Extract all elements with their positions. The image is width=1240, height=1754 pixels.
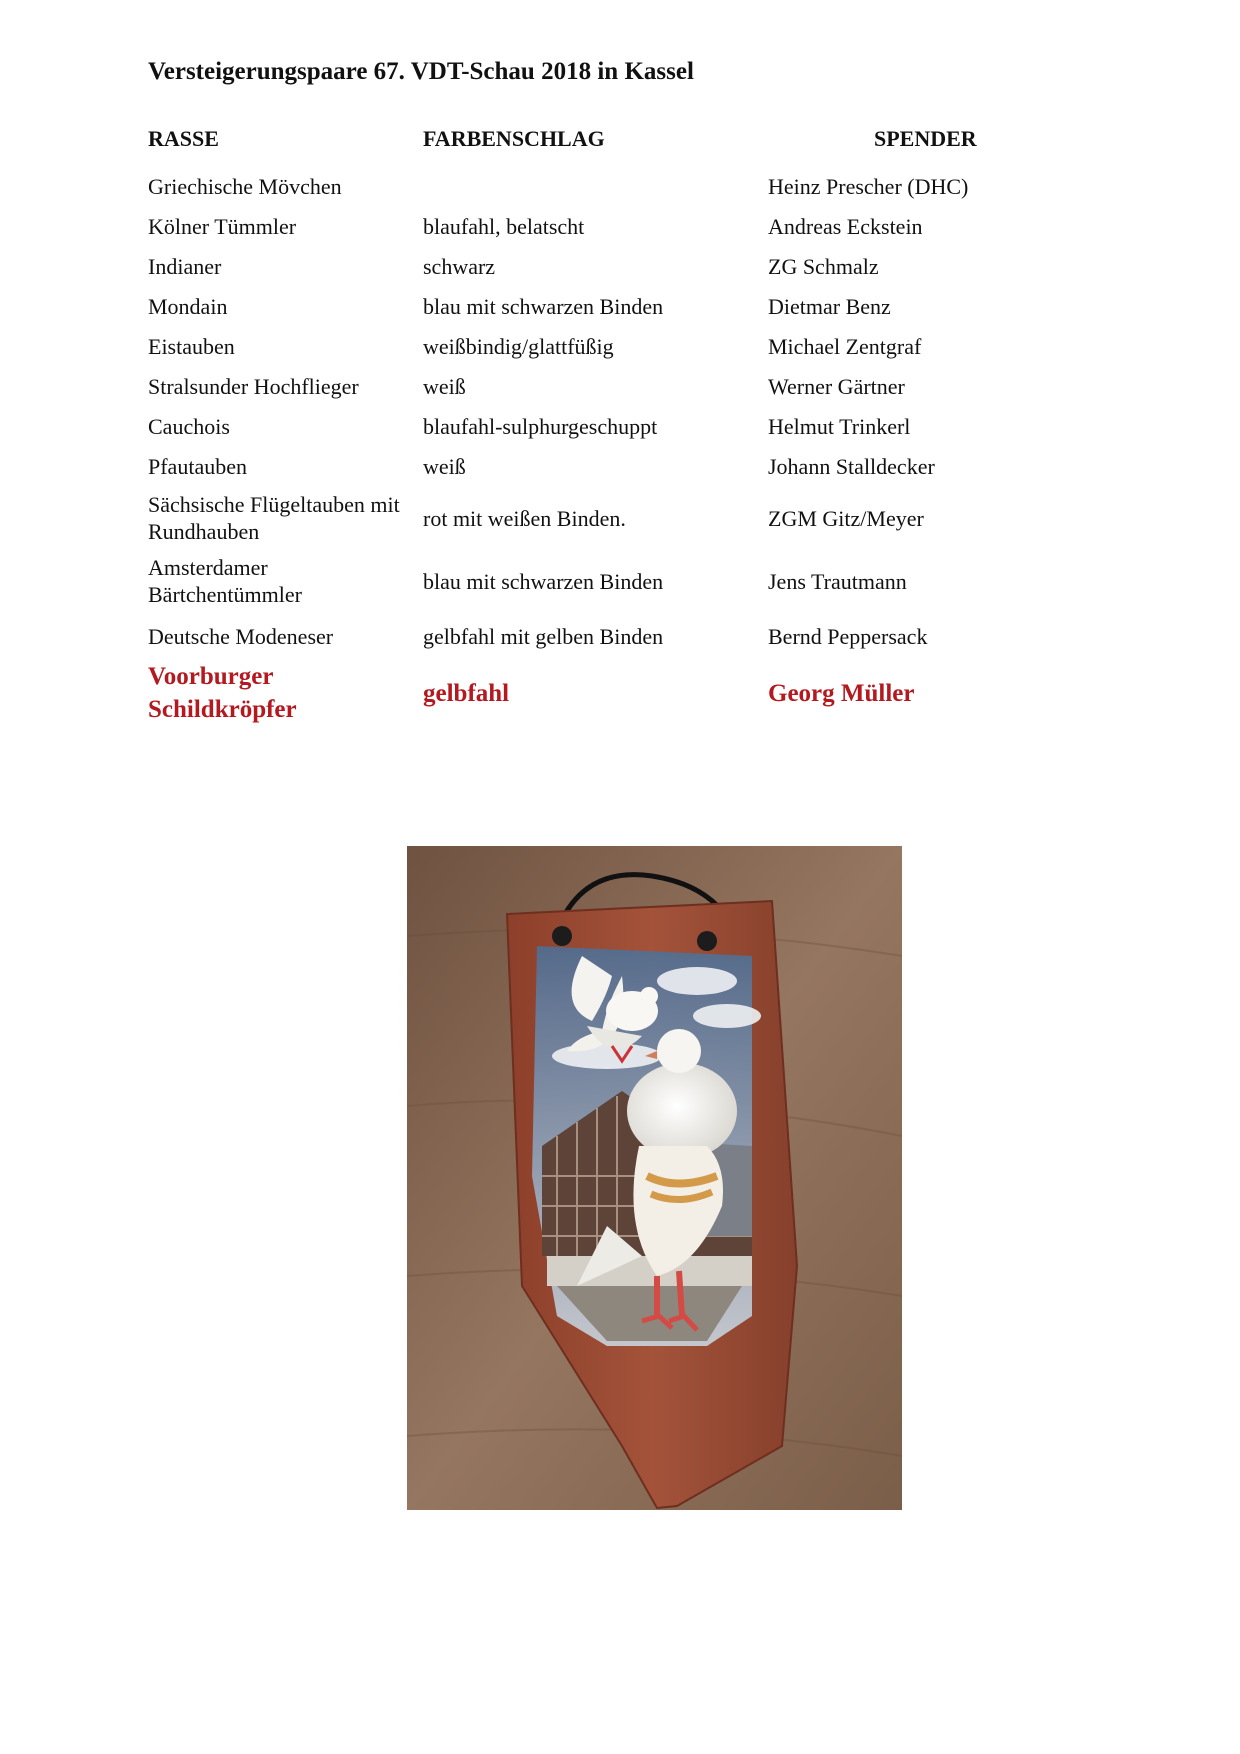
table-row — [148, 616, 1048, 656]
cell-spender: Werner Gärtner — [768, 373, 905, 399]
cell-farbenschlag: blaufahl, belatscht — [423, 213, 585, 239]
cell-spender: Bernd Peppersack — [768, 623, 928, 649]
cell-farbenschlag: gelbfahl — [423, 679, 510, 707]
cell-rasse: Mondain — [148, 293, 228, 319]
cell-farbenschlag: blau mit schwarzen Binden — [423, 293, 664, 319]
table-row — [148, 246, 1048, 286]
cell-spender: Dietmar Benz — [768, 293, 891, 319]
cell-spender: Johann Stalldecker — [768, 453, 935, 479]
cell-farbenschlag: schwarz — [423, 253, 496, 279]
cell-farbenschlag: weiß — [423, 373, 466, 399]
cell-farbenschlag: gelbfahl mit gelben Binden — [423, 623, 664, 649]
cell-farbenschlag: weiß — [423, 453, 466, 479]
table-row — [148, 488, 1048, 548]
cell-rasse: Sächsische Flügeltauben mit Rundhauben — [148, 492, 400, 544]
table-row — [148, 206, 1048, 246]
cell-spender: Helmut Trinkerl — [768, 413, 911, 439]
table-row — [148, 366, 1048, 406]
table-row-highlight — [148, 658, 1048, 728]
cell-spender: Jens Trautmann — [768, 568, 907, 594]
table-row — [148, 166, 1048, 206]
page-title: Versteigerungspaare 67. VDT-Schau 2018 in Kassel — [148, 58, 694, 85]
table-row — [148, 551, 1048, 611]
cell-rasse: Pfautauben — [148, 453, 247, 479]
cell-farbenschlag: weißbindig/glattfüßig — [423, 333, 614, 359]
cell-spender: Andreas Eckstein — [768, 213, 923, 239]
cell-rasse: Eistauben — [148, 333, 235, 359]
cell-spender: Michael Zentgraf — [768, 333, 922, 359]
table-row — [148, 406, 1048, 446]
cell-rasse: Cauchois — [148, 413, 230, 439]
cell-spender: Georg Müller — [768, 679, 915, 707]
painted-roof-tile-photo — [407, 846, 902, 1510]
cell-farbenschlag: blaufahl-sulphurgeschuppt — [423, 413, 658, 439]
cell-rasse: Amsterdamer Bärtchentümmler — [148, 555, 302, 607]
table-row — [148, 326, 1048, 366]
table-header — [148, 126, 1048, 166]
header-farbenschlag: FARBENSCHLAG — [423, 126, 605, 151]
cell-farbenschlag — [423, 166, 763, 206]
table-row — [148, 446, 1048, 486]
painted-roof-tile-with-pigeons-icon — [407, 846, 902, 1510]
cell-rasse: Griechische Mövchen — [148, 173, 342, 199]
cell-rasse: Deutsche Modeneser — [148, 623, 334, 649]
cell-spender: ZG Schmalz — [768, 253, 879, 279]
cell-rasse: Stralsunder Hochflieger — [148, 373, 359, 399]
cell-rasse: Kölner Tümmler — [148, 213, 297, 239]
cell-farbenschlag: rot mit weißen Binden. — [423, 505, 626, 531]
cell-farbenschlag: blau mit schwarzen Binden — [423, 568, 664, 594]
cell-rasse: Voorburger Schildkröpfer — [148, 663, 297, 723]
cell-spender: Heinz Prescher (DHC) — [768, 173, 969, 199]
header-spender: SPENDER — [874, 126, 977, 151]
cell-spender: ZGM Gitz/Meyer — [768, 505, 924, 531]
header-rasse: RASSE — [148, 126, 219, 151]
cell-rasse: Indianer — [148, 253, 222, 279]
table-row — [148, 286, 1048, 326]
